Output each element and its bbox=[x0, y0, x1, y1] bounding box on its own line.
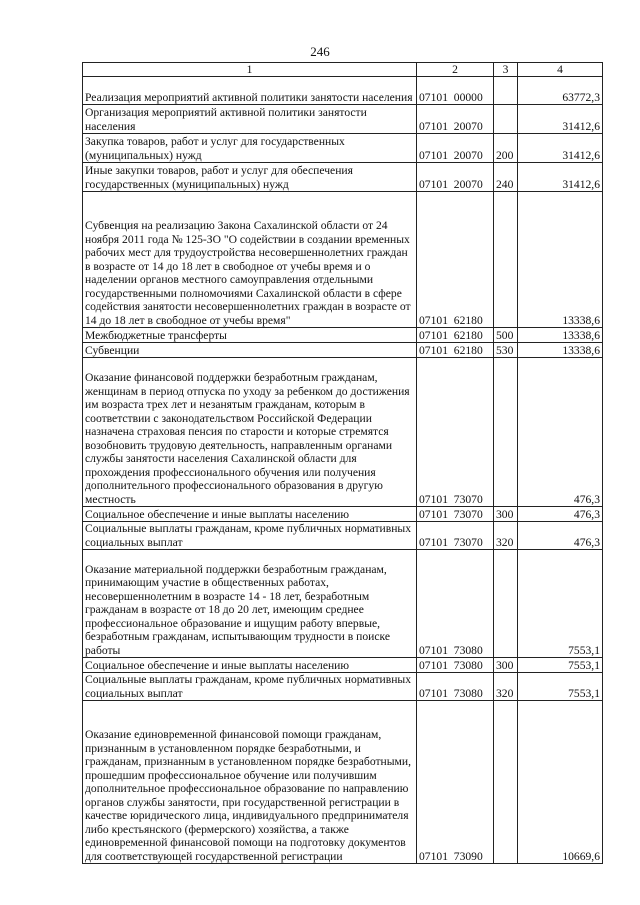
row-amount: 13338,6 bbox=[518, 343, 603, 358]
table-row bbox=[83, 507, 603, 522]
row-name: Иные закупки товаров, работ и услуг для обеспечения государственных (муниципальных) нужд bbox=[83, 163, 417, 192]
table-row bbox=[83, 77, 603, 105]
row-name: Организация мероприятий активной политики занятости населения bbox=[83, 105, 417, 134]
row-type: 530 bbox=[494, 343, 518, 358]
row-amount: 31412,6 bbox=[518, 163, 603, 192]
row-type: 240 bbox=[494, 163, 518, 192]
table-row bbox=[83, 701, 603, 864]
table-row bbox=[83, 522, 603, 550]
table-row bbox=[83, 134, 603, 163]
column-header-amount: 4 bbox=[518, 63, 603, 77]
row-type bbox=[494, 550, 518, 658]
row-type bbox=[494, 701, 518, 864]
row-name: Межбюджетные трансферты bbox=[83, 328, 417, 343]
table-row bbox=[83, 673, 603, 701]
row-code: 07101 73070 bbox=[417, 358, 494, 507]
row-amount: 476,3 bbox=[518, 507, 603, 522]
table-row bbox=[83, 105, 603, 134]
row-name: Социальное обеспечение и иные выплаты населению bbox=[83, 507, 417, 522]
row-code: 07101 62180 bbox=[417, 343, 494, 358]
row-name: Реализация мероприятий активной политики занятости населения bbox=[83, 77, 417, 105]
table-row bbox=[83, 163, 603, 192]
column-header-name: 1 bbox=[83, 63, 417, 77]
row-name: Субвенция на реализацию Закона Сахалинской области от 24 ноября 2011 года № 125-ЗО "О содействии в создании временных рабочих мест для трудоустройства несовершеннолетних граждан в возрасте от 14 до 18 лет в свободное от учебы время и о наделении органов местного самоуправления отдельными государственными полномочиями Сахалинской области в сфере содействия занятости несовершеннолетних граждан в возрасте от 14 до 18 лет в свободное от учебы время" bbox=[83, 192, 417, 328]
row-name: Субвенции bbox=[83, 343, 417, 358]
row-code: 07101 20070 bbox=[417, 134, 494, 163]
row-code: 07101 00000 bbox=[417, 77, 494, 105]
table-header-row bbox=[83, 63, 603, 77]
row-code: 07101 73080 bbox=[417, 550, 494, 658]
row-type bbox=[494, 77, 518, 105]
column-header-type: 3 bbox=[494, 63, 518, 77]
row-code: 07101 73090 bbox=[417, 701, 494, 864]
row-type: 300 bbox=[494, 507, 518, 522]
row-code: 07101 20070 bbox=[417, 163, 494, 192]
table-row bbox=[83, 658, 603, 673]
row-amount: 31412,6 bbox=[518, 105, 603, 134]
row-amount: 476,3 bbox=[518, 358, 603, 507]
row-code: 07101 62180 bbox=[417, 328, 494, 343]
row-type: 320 bbox=[494, 673, 518, 701]
row-name: Оказание единовременной финансовой помощи гражданам, признанным в установленном порядке безработными, и гражданам, признанным в установленном порядке безработными, прошедшим профессиональное обучение или получившим дополнительное профессиональное образование по направлению органов службы занятости, при государственной регистрации в качестве юридического лица, индивидуального предпринимателя либо крестьянского (фермерского) хозяйства, а также единовременной финансовой помощи на подготовку документов для соответствующей государственной регистрации bbox=[83, 701, 417, 864]
row-name: Закупка товаров, работ и услуг для государственных (муниципальных) нужд bbox=[83, 134, 417, 163]
row-amount: 7553,1 bbox=[518, 658, 603, 673]
row-name: Оказание финансовой поддержки безработным гражданам, женщинам в период отпуска по уходу за ребенком до достижения им возраста трех лет и незанятым гражданам, которым в соответствии с законодательством Российской Федерации назначена страховая пенсия по старости и которые стремятся возобновить трудовую деятельность, направленным органами службы занятости населения Сахалинской области для прохождения профессионального обучения или получения дополнительного профессионального образования в другую местность bbox=[83, 358, 417, 507]
column-header-code: 2 bbox=[417, 63, 494, 77]
row-code: 07101 62180 bbox=[417, 192, 494, 328]
row-amount: 63772,3 bbox=[518, 77, 603, 105]
page-number: 246 bbox=[310, 44, 330, 59]
row-amount: 13338,6 bbox=[518, 328, 603, 343]
row-name: Оказание материальной поддержки безработным гражданам, принимающим участие в общественных работах, несовершеннолетним в возрасте 14 - 18 лет, безработным гражданам в возрасте от 18 до 20 лет, имеющим среднее профессиональное образование и ищущим работу впервые, безработным гражданам, испытывающим трудности в поиске работы bbox=[83, 550, 417, 658]
table-row bbox=[83, 550, 603, 658]
row-name: Социальное обеспечение и иные выплаты населению bbox=[83, 658, 417, 673]
row-code: 07101 73080 bbox=[417, 673, 494, 701]
row-code: 07101 73070 bbox=[417, 522, 494, 550]
budget-table bbox=[82, 62, 603, 864]
row-code: 07101 73070 bbox=[417, 507, 494, 522]
row-type: 200 bbox=[494, 134, 518, 163]
row-type bbox=[494, 192, 518, 328]
row-amount: 13338,6 bbox=[518, 192, 603, 328]
row-amount: 31412,6 bbox=[518, 134, 603, 163]
table-row bbox=[83, 328, 603, 343]
row-code: 07101 73080 bbox=[417, 658, 494, 673]
row-name: Социальные выплаты гражданам, кроме публичных нормативных социальных выплат bbox=[83, 673, 417, 701]
row-amount: 7553,1 bbox=[518, 673, 603, 701]
row-type: 500 bbox=[494, 328, 518, 343]
table-row bbox=[83, 343, 603, 358]
row-amount: 10669,6 bbox=[518, 701, 603, 864]
row-type: 300 bbox=[494, 658, 518, 673]
row-amount: 476,3 bbox=[518, 522, 603, 550]
row-name: Социальные выплаты гражданам, кроме публичных нормативных социальных выплат bbox=[83, 522, 417, 550]
table-row bbox=[83, 192, 603, 328]
row-type: 320 bbox=[494, 522, 518, 550]
table-row bbox=[83, 358, 603, 507]
row-type bbox=[494, 105, 518, 134]
row-type bbox=[494, 358, 518, 507]
table-body bbox=[83, 77, 603, 864]
row-amount: 7553,1 bbox=[518, 550, 603, 658]
row-code: 07101 20070 bbox=[417, 105, 494, 134]
